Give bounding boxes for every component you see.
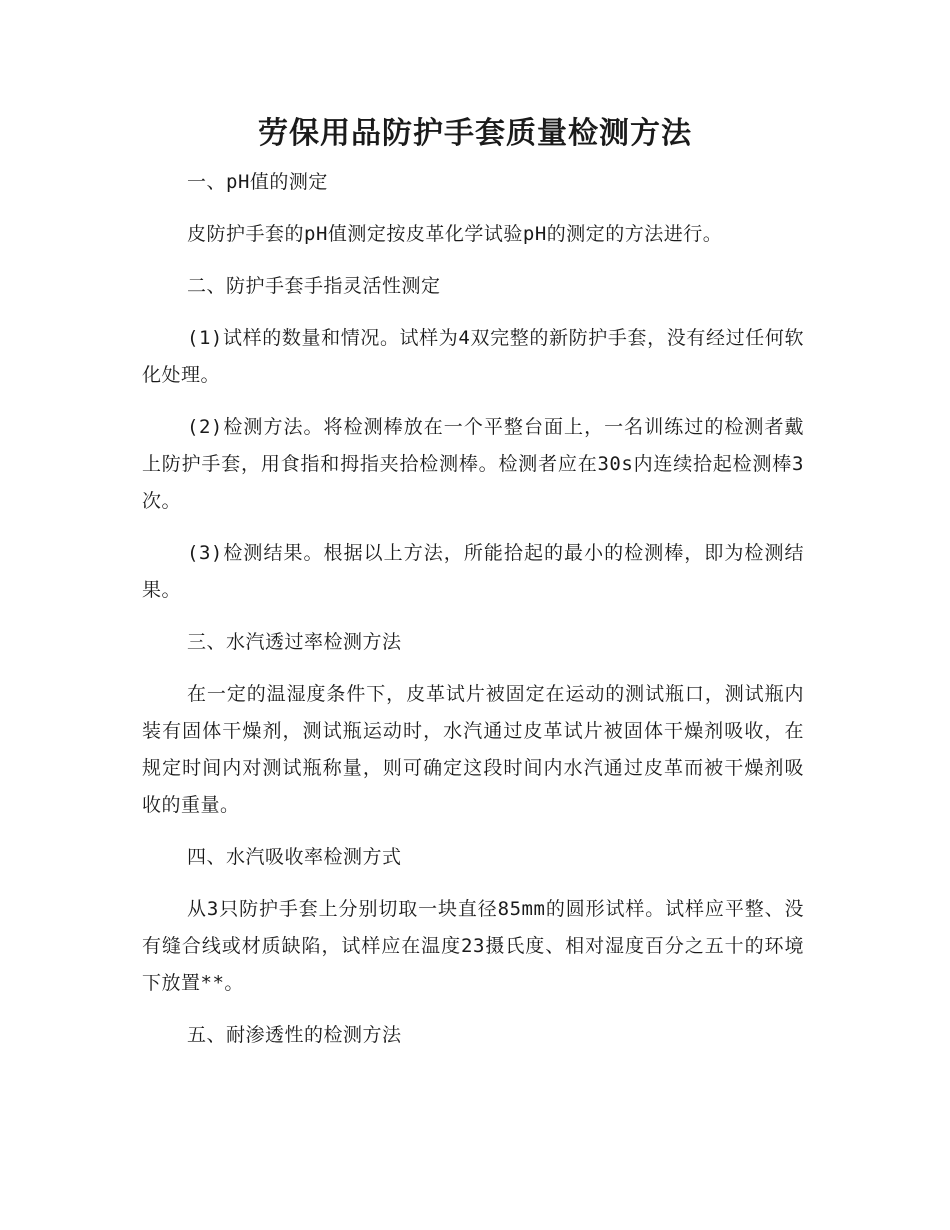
paragraph-dexterity-method: (2)检测方法。将检测棒放在一个平整台面上，一名训练过的检测者戴上防护手套，用食指和拇指夹拾检测棒。检测者应在30s内连续拾起检测棒3次。 [142,416,804,512]
paragraph-dexterity-result: (3)检测结果。根据以上方法，所能拾起的最小的检测棒，即为检测结果。 [142,542,804,601]
section-heading-vapor-absorption: 四、水汽吸收率检测方式 [187,846,402,868]
section-heading-vapor-permeability: 三、水汽透过率检测方法 [187,631,402,653]
document-body [142,164,804,1069]
paragraph-ph-method: 皮防护手套的pH值测定按皮革化学试验pH的测定的方法进行。 [187,223,723,245]
paragraph-vapor-permeability: 在一定的温湿度条件下，皮革试片被固定在运动的测试瓶口，测试瓶内装有固体干燥剂，测试瓶运动时，水汽通过皮革试片被固体干燥剂吸收，在规定时间内对测试瓶称量，则可确定这段时间内水汽通过皮革而被干燥剂吸收的重量。 [142,683,804,816]
paragraph-vapor-absorption: 从3只防护手套上分别切取一块直径85mm的圆形试样。试样应平整、没有缝合线或材质缺陷，试样应在温度23摄氏度、相对湿度百分之五十的环境下放置**。 [142,898,804,994]
section-heading-penetration: 五、耐渗透性的检测方法 [187,1024,402,1046]
section-heading-dexterity: 二、防护手套手指灵活性测定 [187,275,441,297]
document-title: 劳保用品防护手套质量检测方法 [258,116,692,151]
section-heading-ph: 一、pH值的测定 [187,171,328,193]
paragraph-dexterity-samples: (1)试样的数量和情况。试样为4双完整的新防护手套，没有经过任何软化处理。 [142,327,804,386]
